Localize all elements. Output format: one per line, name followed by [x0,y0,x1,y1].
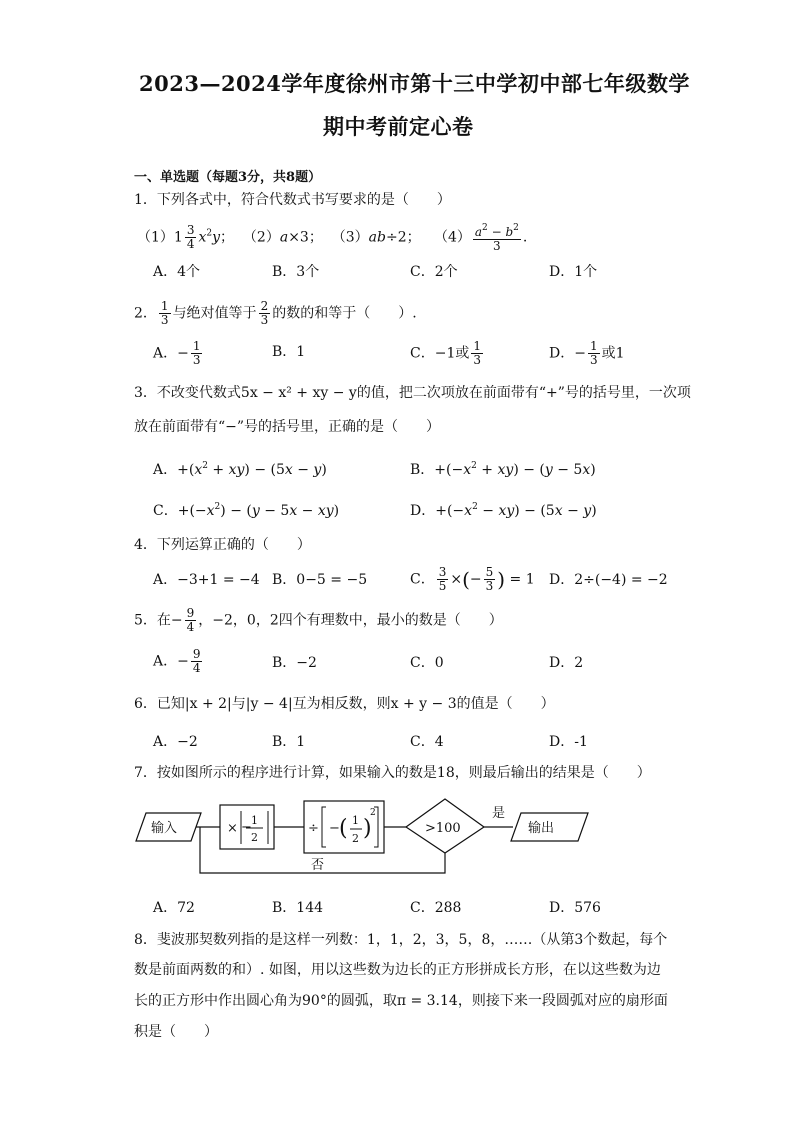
q6-option-c[interactable]: C．4 [410,734,444,750]
q4-option-a[interactable]: A．−3+1 = −4 [153,572,260,588]
svg-text:): ) [363,816,372,841]
q2-option-a[interactable]: A．− $\frac{1}{3}$ [153,339,201,367]
q4-option-c[interactable]: C． $\frac{3}{5}$ ×(− $\frac{5}{3}$ ) = 1 [410,565,535,593]
q3-stem-line1: 3．不改变代数式5x − x² + xy − y的值，把二次项放在前面带有“+”号的括号里，一次项 [134,385,691,401]
q2-stem: 2． $\frac{1}{3}$ 与绝对值等于 $\frac{2}{3}$ 的数的和等于（ ）. [134,299,417,327]
q1-option-c[interactable]: C．2个 [410,264,458,280]
q3-option-c[interactable]: C．$+(-x^2) - (y - 5x - xy)$ [153,502,340,519]
q6-option-d[interactable]: D．-1 [549,734,588,750]
flow-output-label: 输出 [528,821,555,836]
q3-option-d[interactable]: D．$+(-x^2 - xy) - (5x - y)$ [410,502,597,519]
svg-text:(: ( [339,816,348,841]
q1-stem: 1．下列各式中，符合代数式书写要求的是（ ） [134,192,451,208]
q7-stem: 7．按如图所示的程序进行计算，如果输入的数是18，则最后输出的结果是（ ） [134,765,651,781]
q2-mid: 与绝对值等于 [172,305,257,322]
section-heading: 一、单选题（每题3分，共8题） [134,170,322,185]
svg-text:×: × [227,821,238,836]
q7-flowchart [128,793,598,883]
svg-text:1: 1 [251,814,258,827]
q4-stem: 4．下列运算正确的（ ） [134,537,311,553]
flow-input-label: 输入 [151,821,178,836]
q1-option-b[interactable]: B．3个 [272,264,320,280]
q8-stem-line2: 数是前面两数的和）. 如图，用以这些数为边长的正方形拼成长方形，在以这些数为边 [134,962,661,978]
svg-text:−: − [329,821,340,836]
q6-stem: 6．已知|x + 2|与|y − 4|互为相反数，则x + y − 3的值是（ ） [134,696,555,712]
svg-text:2: 2 [370,808,376,818]
q5-option-b[interactable]: B．−2 [272,655,317,671]
q8-stem-line1: 8．斐波那契数列指的是这样一列数：1，1，2，3，5，8，……（从第3个数起，每个 [134,932,668,948]
flow-yes-label: 是 [492,806,506,821]
q6-option-a[interactable]: A．−2 [153,734,198,750]
q5-option-a[interactable]: A．− $\frac{9}{4}$ [153,647,201,675]
flow-no-label: 否 [311,858,325,873]
q2-option-b[interactable]: B．1 [272,344,306,360]
svg-text:÷: ÷ [308,821,319,836]
q5-stem: 5．在− $\frac{9}{4}$ ，−2，0，2四个有理数中，最小的数是（ ） [134,606,503,634]
q3-stem-line2: 放在前面带有“−”号的括号里，正确的是（ ） [134,419,441,435]
q2-option-d[interactable]: D．− $\frac{1}{3}$ 或1 [549,339,625,367]
svg-text:1: 1 [352,814,359,827]
q2-end: 的数的和等于（ ）. [272,305,417,322]
q5-option-d[interactable]: D．2 [549,655,584,671]
svg-text:2: 2 [352,832,359,845]
q4-option-b[interactable]: B．0−5 = −5 [272,572,368,588]
q2-num: 2． [134,305,157,322]
q1-option-a[interactable]: A．4个 [153,264,201,280]
q1-expressions: （1）1 $\frac{3}{4}$ $x^2y$； （2）a×3； （3）ab÷2； （4） $\frac{a^2 - b^2}{3}$ . [137,223,528,253]
q4-option-d[interactable]: D．2÷(−4) = −2 [549,572,668,588]
q3-option-a[interactable]: A．$+(x^2 + xy) - (5x - y)$ [153,461,327,478]
q8-stem-line4: 积是（ ） [134,1024,218,1040]
q5-option-c[interactable]: C．0 [410,655,444,671]
svg-text:−: − [241,820,252,835]
q7-option-d[interactable]: D．576 [549,900,601,916]
q3-option-b[interactable]: B．$+(-x^2 + xy) - (y - 5x)$ [410,461,596,478]
q2-option-c[interactable]: C．−1或 $\frac{1}{3}$ [410,339,481,367]
q7-option-a[interactable]: A．72 [153,900,195,916]
svg-text:2: 2 [251,831,258,844]
q6-option-b[interactable]: B．1 [272,734,306,750]
page-title-line1: 2023—2024学年度徐州市第十三中学初中部七年级数学 [139,71,690,96]
q7-option-c[interactable]: C．288 [410,900,462,916]
page-title-line2: 期中考前定心卷 [323,114,474,139]
q8-stem-line3: 长的正方形中作出圆心角为90°的圆弧，取π = 3.14，则接下来一段圆弧对应的扇形面 [134,993,668,1009]
flow-condition: >100 [425,821,461,836]
q7-option-b[interactable]: B．144 [272,900,324,916]
q1-option-d[interactable]: D．1个 [549,264,598,280]
